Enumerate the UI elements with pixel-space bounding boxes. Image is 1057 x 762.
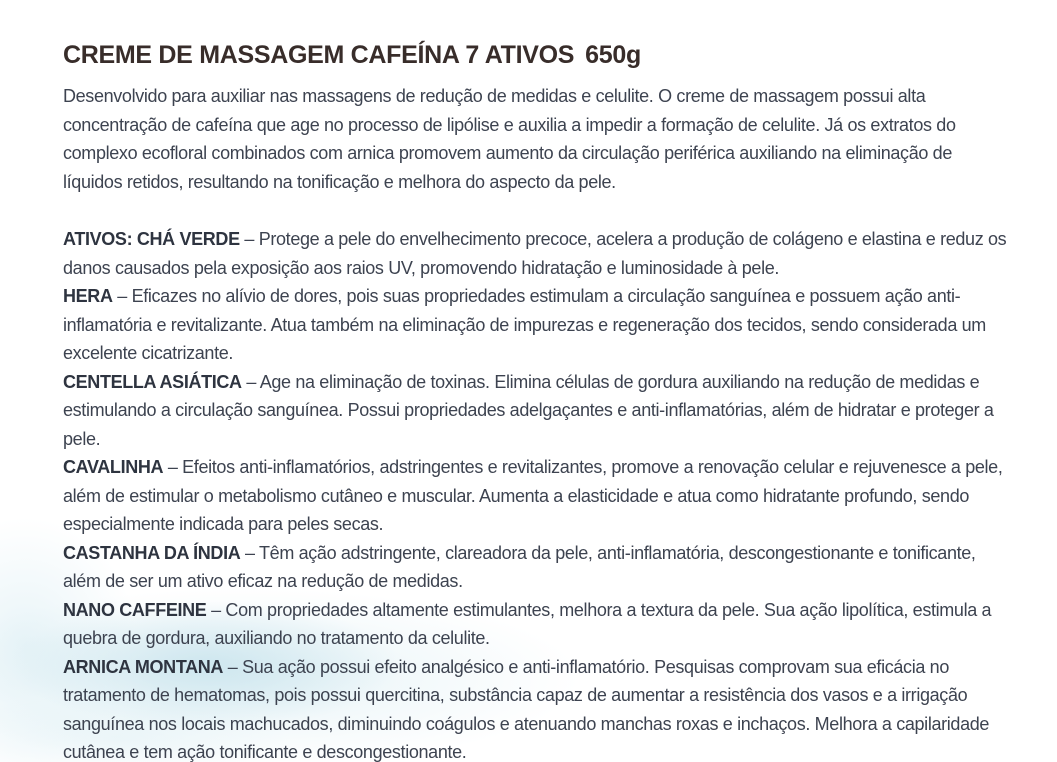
ingredient-description: Age na eliminação de toxinas. Elimina células de gordura auxiliando na redução de medidas e estimulando a circulação sanguínea. Possui propriedades adelgaçantes e anti-inflamatórias, além de hidratar e proteger a pele. <box>63 371 994 449</box>
ingredients-list <box>63 225 1008 762</box>
ingredient-name: ARNICA MONTANA <box>63 656 224 677</box>
ingredient-section-arnica-montana <box>63 653 1008 762</box>
dash-separator: – <box>241 371 260 392</box>
ingredient-description: Eficazes no alívio de dores, pois suas propriedades estimulam a circulação sanguínea e possuem ação anti-inflamatória e revitalizante. Atua também na eliminação de impurezas e regeneração dos tecidos, sendo considerada um excelente cicatrizante. <box>63 286 986 363</box>
ingredient-name: ATIVOS: CHÁ VERDE <box>63 229 240 249</box>
dash-separator: – <box>223 656 243 677</box>
ingredient-section-centella-asiatica <box>63 368 1008 454</box>
ingredient-section-cha-verde <box>63 225 1008 282</box>
title-weight: 650g <box>585 41 641 69</box>
ingredient-description: Efeitos anti-inflamatórios, adstringentes e revitalizantes, promove a renovação celular e rejuvenesce a pele, além de estimular o metabolismo cutâneo e muscular. Aumenta a elasticidade e atua como hidratante profundo, sendo especialmente indicada para peles secas. <box>63 457 1003 534</box>
ingredient-name: CASTANHA DA ÍNDIA <box>63 542 241 563</box>
title-product-name: CREME DE MASSAGEM CAFEÍNA 7 ATIVOS <box>63 41 575 69</box>
dash-separator: – <box>206 599 226 620</box>
ingredient-section-hera <box>63 282 1008 368</box>
dash-separator: – <box>112 286 132 306</box>
intro-paragraph: Desenvolvido para auxiliar nas massagens de redução de medidas e celulite. O creme de massagem possui alta concentração de cafeína que age no processo de lipólise e auxilia a impedir a formação de celulite. Já os extratos do complexo ecofloral combinados com arnica promovem aumento da circulação periférica auxiliando na eliminação de líquidos retidos, resultando na tonificação e melhora do aspecto da pele. <box>63 86 956 192</box>
ingredient-name: CAVALINHA <box>63 457 164 477</box>
ingredient-description: Protege a pele do envelhecimento precoce, acelera a produção de colágeno e elastina e reduz os danos causados pela exposição aos raios UV, promovendo hidratação e luminosidade à pele. <box>63 229 1007 278</box>
dash-separator: – <box>239 229 259 249</box>
ingredient-description: Têm ação adstringente, clareadora da pele, anti-inflamatória, descongestionante e tonificante, além de ser um ativo eficaz na redução de medidas. <box>63 542 976 591</box>
ingredient-section-nano-caffeine <box>63 596 1008 653</box>
ingredient-section-cavalinha <box>63 453 1008 539</box>
ingredient-name: NANO CAFFEINE <box>63 599 207 620</box>
dash-separator: – <box>240 542 260 563</box>
ingredient-description: Sua ação possui efeito analgésico e anti-inflamatório. Pesquisas comprovam sua eficácia no tratamento de hematomas, pois possui quercitina, substância capaz de aumentar a resistência dos vasos e a irrigação sanguínea nos locais machucados, diminuindo coágulos e atenuando manchas roxas e inchaços. Melhora a capilaridade cutânea e tem ação tonificante e descongestionante. <box>63 656 990 762</box>
ingredient-description: Com propriedades altamente estimulantes, melhora a textura da pele. Sua ação lipolítica, estimula a quebra de gordura, auxiliando no tratamento da celulite. <box>63 599 992 648</box>
ingredient-name: CENTELLA ASIÁTICA <box>63 371 242 392</box>
ingredient-name: HERA <box>63 286 113 306</box>
dash-separator: – <box>163 457 183 477</box>
ingredient-section-castanha-da-india <box>63 539 1008 596</box>
product-description-content <box>63 40 1008 762</box>
page-title <box>63 40 1008 70</box>
